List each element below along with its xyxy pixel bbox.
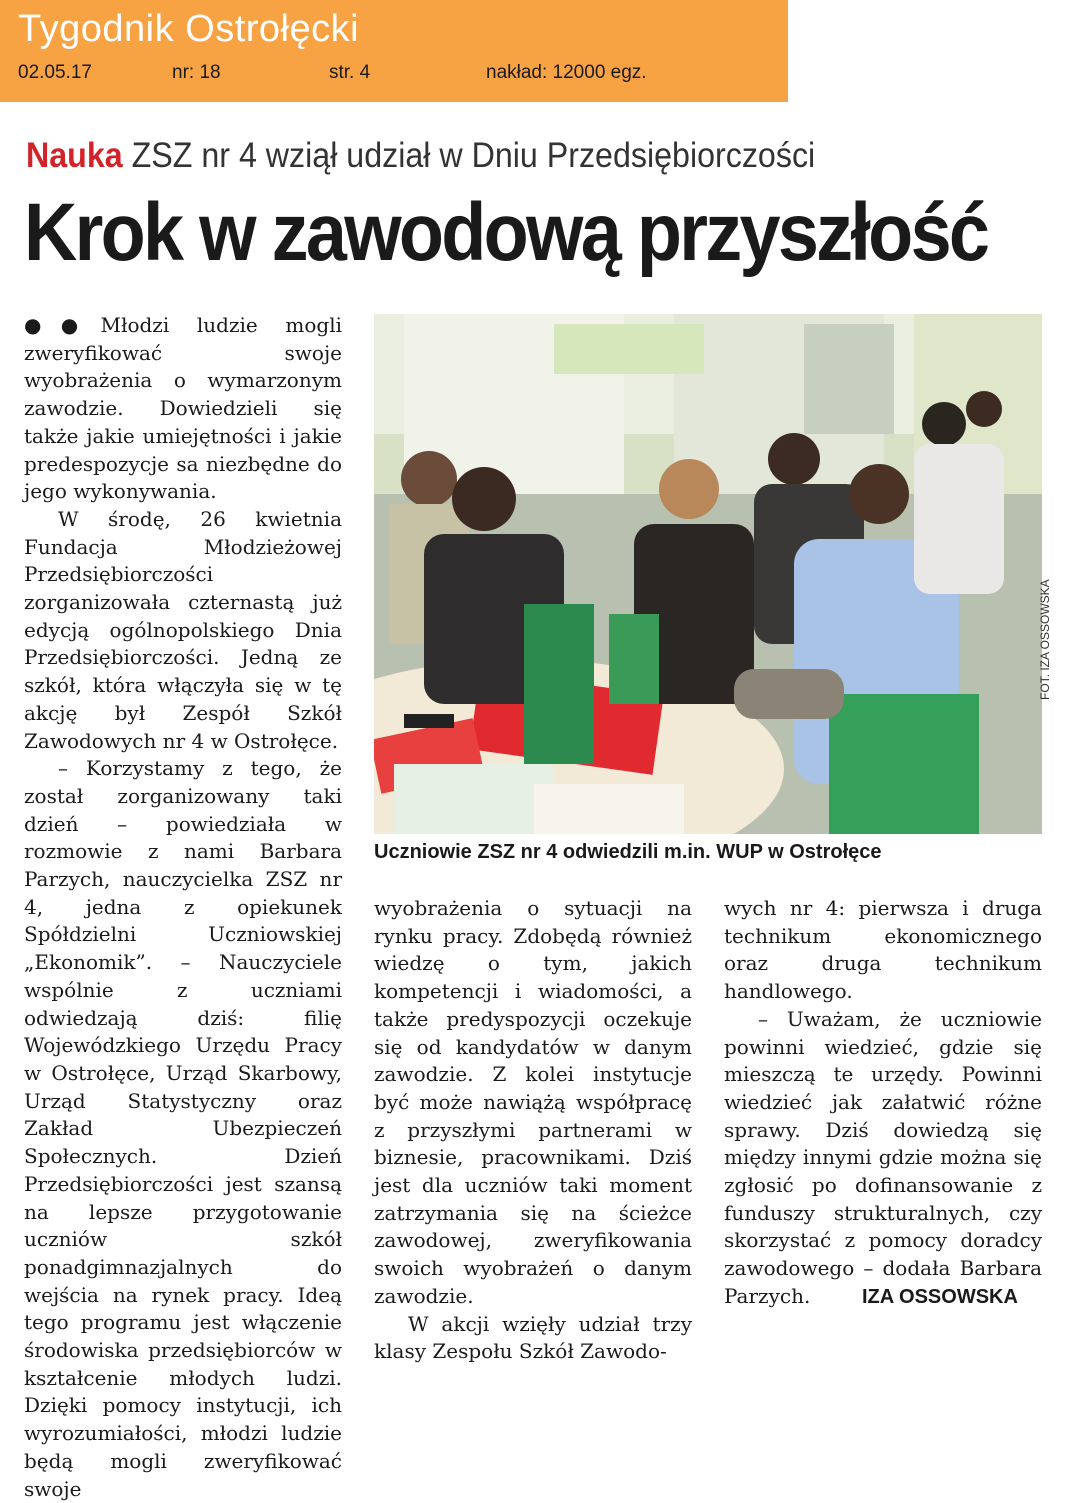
section-kicker: Nauka: [26, 136, 123, 175]
article-column-3: [724, 895, 1042, 1311]
photo-caption: Uczniowie ZSZ nr 4 odwiedzili m.in. WUP w Ostrołęce: [374, 841, 882, 863]
paragraph: wych nr 4: pierwsza i druga technikum ekonomicznego oraz druga technikum handlowego.: [724, 896, 1042, 1004]
subheadline: ZSZ nr 4 wziął udział w Dniu Przedsiębiorczości: [122, 136, 816, 175]
article-headline: Krok w zawodową przyszłość: [24, 187, 988, 278]
issue-number: nr: 18: [172, 62, 221, 83]
photo-credit: FOT. IZA OSSOWSKA: [1038, 579, 1052, 700]
article-column-2: [374, 895, 692, 1366]
circulation: nakład: 12000 egz.: [486, 62, 647, 83]
subheadline-line: [26, 136, 815, 176]
issue-date: 02.05.17: [18, 62, 92, 83]
publication-header: [0, 0, 788, 102]
paragraph: W środę, 26 kwietnia Fundacja Młodzieżowej Przedsiębiorczości zorganizowała czternastą już edycją ogólnopolskiego Dnia Przedsiębiorczości. Jedną ze szkół, która włączyła się w tę akcję był Zespół Szkół Zawodowych nr 4 w Ostrołęce.: [24, 506, 342, 753]
author-byline: IZA OSSOWSKA: [862, 1286, 1018, 1308]
page-number: str. 4: [329, 62, 371, 83]
article-photo: [374, 314, 1042, 834]
publication-title: Tygodnik Ostrołęcki: [18, 8, 360, 50]
article-column-1: [24, 312, 342, 1503]
classroom-photo-illustration: [374, 314, 1042, 834]
paragraph: W akcji wzięły udział trzy klasy Zespołu Szkół Zawodo-: [374, 1311, 692, 1364]
paragraph: ●● Młodzi ludzie mogli zweryfikować swoje wyobrażenia o wymarzonym zawodzie. Dowiedzieli się także jakie umiejętności i jakie predespozycje sa niezbędne do jego wykonywania.: [24, 313, 342, 504]
lead-marker: ●●: [24, 313, 98, 337]
paragraph: – Uważam, że uczniowie powinni wiedzieć, gdzie się mieszczą te urzędy. Powinni wiedzieć jak załatwić różne sprawy. Dziś dowiedzą się między innymi gdzie można się zgłosić po dofinansowanie z funduszy strukturalnych, czy skorzystać z pomocy doradcy zawodowego – dodała Barbara Parzych.: [724, 1006, 1042, 1308]
paragraph: – Korzystamy z tego, że został zorganizowany taki dzień – powiedziała w rozmowie z nami Barbara Parzych, nauczycielka ZSZ nr 4, jedna z opiekunek Spółdzielni Uczniowskiej „Ekonomik”. – Nauczyciele wspólnie z uczniami odwiedzają dziś: filię Wojewódzkiego Urzędu Pracy w Ostrołęce, Urząd Skarbowy, Urząd Statystyczny oraz Zakład Ubezpieczeń Społecznych. Dzień Przedsiębiorczości jest szansą na lepsze przygotowanie uczniów szkół ponadgimnazjalnych do wejścia na rynek pracy. Ideą tego programu jest włączenie środowiska przedsiębiorców w kształcenie młodych ludzi. Dzięki pomocy instytucji, ich wyrozumiałości, młodzi ludzie będą mogli zweryfikować swoje: [24, 756, 342, 1501]
paragraph: wyobrażenia o sytuacji na rynku pracy. Zdobędą również wiedzę o tym, jakich kompetencji i wiadomości, a także predyspozycji oczekuje się od kandydatów w danym zawodzie. Z kolei instytucje być może nawiążą współpracę z przyszłymi partnerami w biznesie, pracownikami. Dziś jest dla uczniów taki moment zatrzymania się na ścieżce zawodowej, zweryfikowania swoich wyobrażeń o danym zawodzie.: [374, 896, 692, 1308]
